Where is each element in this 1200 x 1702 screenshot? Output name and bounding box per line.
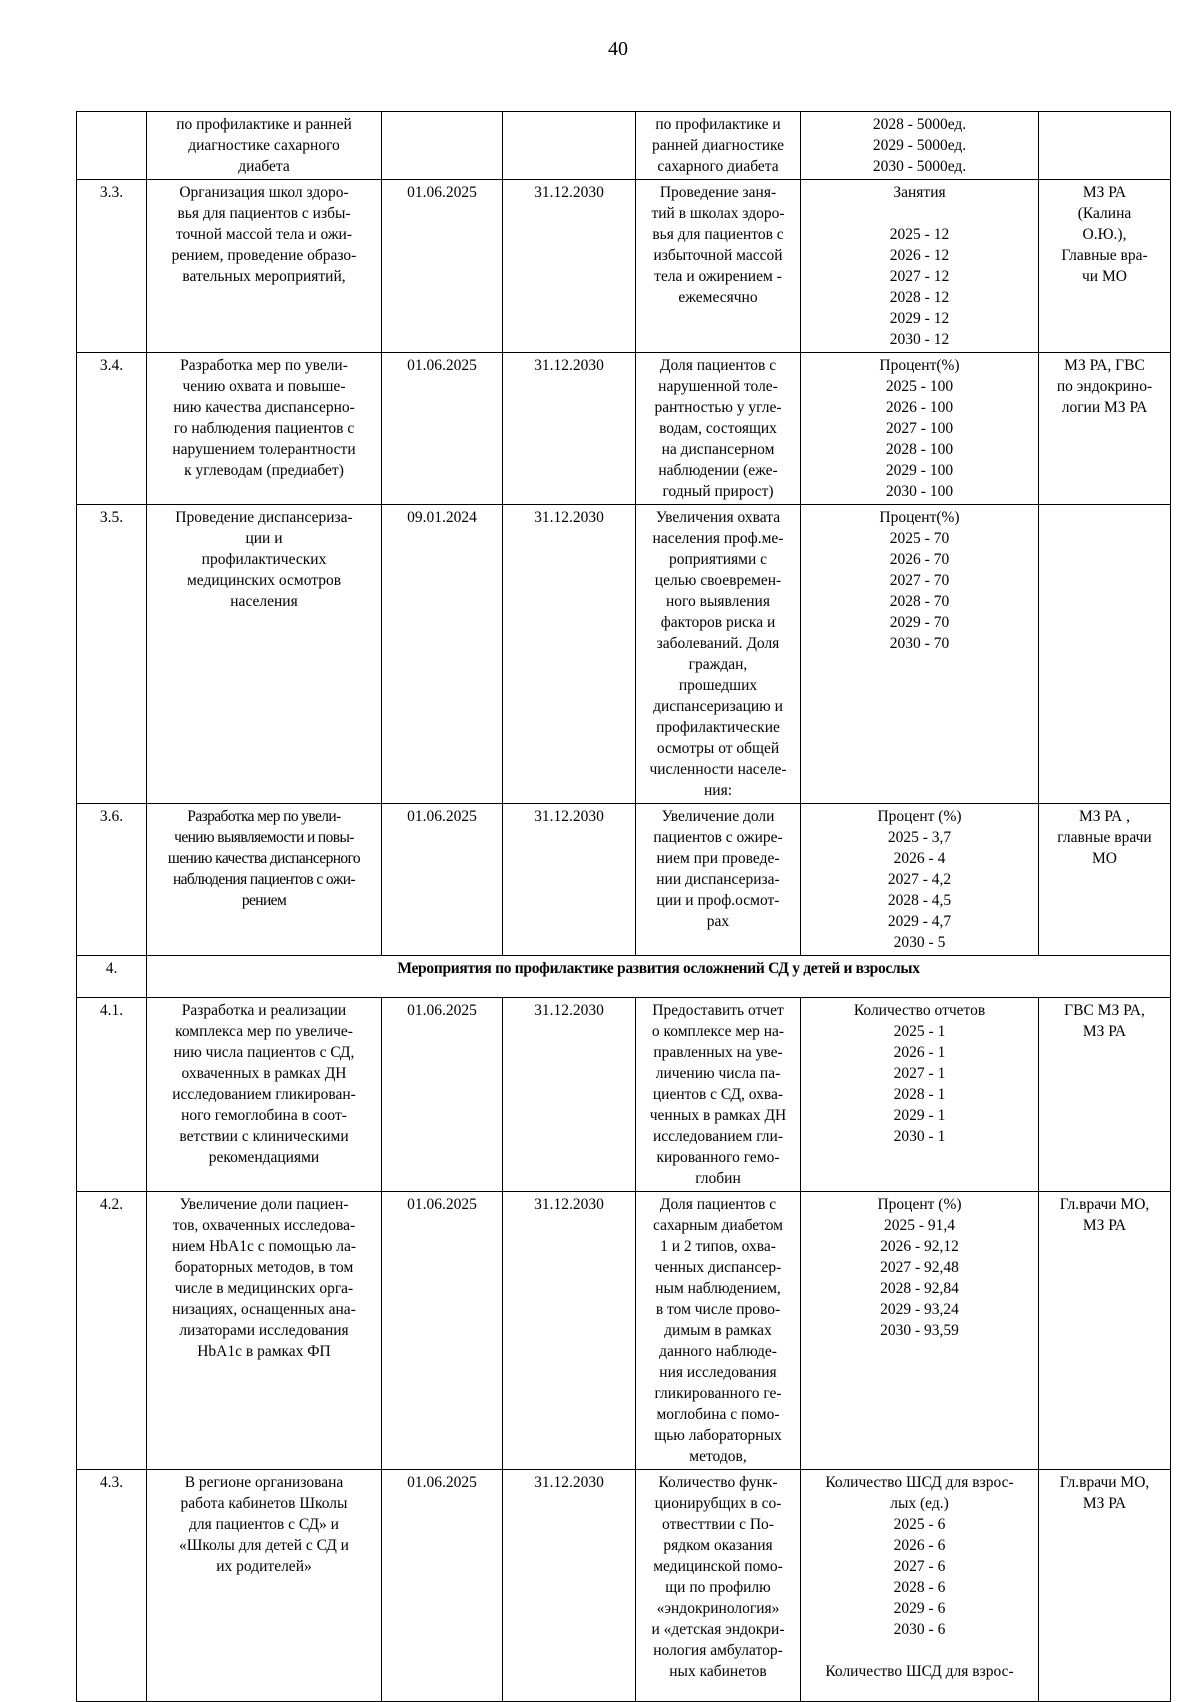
indicator: по профилактике и ранней диагностике сахарного диабета [636, 112, 801, 180]
responsible: МЗ РА (Калина О.Ю.), Главные вра- чи МО [1039, 180, 1171, 353]
target-values: Процент (%) 2025 - 3,7 2026 - 4 2027 - 4,2 2028 - 4,5 2029 - 4,7 2030 - 5 [801, 804, 1039, 956]
target-values: Занятия 2025 - 12 2026 - 12 2027 - 12 2028 - 12 2029 - 12 2030 - 12 [801, 180, 1039, 353]
responsible: МЗ РА, ГВС по эндокрино- логии МЗ РА [1039, 353, 1171, 505]
responsible: МЗ РА , главные врачи МО [1039, 804, 1171, 956]
section-title: Мероприятия по профилактике развития осложнений СД у детей и взрослых [147, 956, 1171, 998]
table-row-3-3 [77, 180, 1171, 353]
target-values: Процент(%) 2025 - 100 2026 - 100 2027 - 100 2028 - 100 2029 - 100 2030 - 100 [801, 353, 1039, 505]
start-date: 01.06.2025 [382, 1470, 503, 1702]
page-number: 40 [608, 38, 628, 60]
responsible: Гл.врачи МО, МЗ РА [1039, 1470, 1171, 1702]
table-row-4-3 [77, 1470, 1171, 1702]
measure-name: Организация школ здоро- вья для пациентов с избы- точной массой тела и ожи- рением, проведение образо- вательных мероприятий, [147, 180, 382, 353]
measure-name: Увеличение доли пациен- тов, охваченных исследова- нием HbA1c с помощью ла- бораторных методов, в том числе в медицинских орга- низациях, оснащенных ана- лизаторами исследования HbA1c в рамках ФП [147, 1192, 382, 1470]
start-date: 01.06.2025 [382, 804, 503, 956]
end-date: 31.12.2030 [503, 180, 636, 353]
responsible: ГВС МЗ РА, МЗ РА [1039, 998, 1171, 1192]
start-date: 01.06.2025 [382, 998, 503, 1192]
row-number: 4.1. [77, 998, 147, 1192]
measure-name: Проведение диспансериза- ции и профилактических медицинских осмотров населения [147, 505, 382, 804]
row-number: 3.5. [77, 505, 147, 804]
responsible: Гл.врачи МО, МЗ РА [1039, 1192, 1171, 1470]
measure-name: В регионе организована работа кабинетов Школы для пациентов с СД» и «Школы для детей с СД и их родителей» [147, 1470, 382, 1702]
target-values: 2028 - 5000ед. 2029 - 5000ед. 2030 - 5000ед. [801, 112, 1039, 180]
measure-name: Разработка и реализации комплекса мер по увеличе- нию числа пациентов с СД, охваченных в рамках ДН исследованием гликирован- ного гемоглобина в соот- ветствии с клиническими рекомендациями [147, 998, 382, 1192]
indicator: Увеличения охвата населения проф.ме- роприятиями с целью своевремен- ного выявления факторов риска и заболеваний. Доля граждан, прошедших диспансеризацию и профилактические осмотры от общей численности населе- ния: [636, 505, 801, 804]
row-number: 3.6. [77, 804, 147, 956]
responsible [1039, 505, 1171, 804]
start-date: 01.06.2025 [382, 180, 503, 353]
row-number: 3.3. [77, 180, 147, 353]
table-row-continuation [77, 112, 1171, 180]
end-date: 31.12.2030 [503, 1192, 636, 1470]
start-date: 01.06.2025 [382, 1192, 503, 1470]
end-date: 31.12.2030 [503, 505, 636, 804]
indicator: Предоставить отчет о комплексе мер на- правленных на уве- личению числа па- циентов с СД, охва- ченных в рамках ДН исследованием гли- кированного гемо- глобин [636, 998, 801, 1192]
start-date [382, 112, 503, 180]
table-row-3-6 [77, 804, 1171, 956]
end-date: 31.12.2030 [503, 353, 636, 505]
section-number: 4. [77, 956, 147, 998]
indicator: Доля пациентов с сахарным диабетом 1 и 2 типов, охва- ченных диспансер- ным наблюдением, в том числе прово- димым в рамках данного наблюде- ния исследования гликированного ге- моглобина с помо- щью лабораторных методов, [636, 1192, 801, 1470]
row-number: 3.4. [77, 353, 147, 505]
table-row-3-5 [77, 505, 1171, 804]
target-values: Количество отчетов 2025 - 1 2026 - 1 2027 - 1 2028 - 1 2029 - 1 2030 - 1 [801, 998, 1039, 1192]
measure-name: Разработка мер по увели- чению охвата и повыше- нию качества диспансерно- го наблюдения пациентов с нарушением толерантности к углеводам (предиабет) [147, 353, 382, 505]
end-date: 31.12.2030 [503, 998, 636, 1192]
section-row-4 [77, 956, 1171, 998]
target-values: Количество ШСД для взрос- лых (ед.) 2025 - 6 2026 - 6 2027 - 6 2028 - 6 2029 - 6 2030 - 6 Количество ШСД для взрос- [801, 1470, 1039, 1702]
indicator: Увеличение доли пациентов с ожире- нием при проведе- нии диспансериза- ции и проф.осмот- рах [636, 804, 801, 956]
table-row-4-1 [77, 998, 1171, 1192]
indicator: Количество функ- ционирубщих в со- отвесттвии с По- рядком оказания медицинской помо- щи по профилю «эндокринология» и «детская эндокри- нология амбулатор- ных кабинетов [636, 1470, 801, 1702]
end-date: 31.12.2030 [503, 1470, 636, 1702]
table-row-4-2 [77, 1192, 1171, 1470]
measure-name: Разработка мер по увели- чению выявляемости и повы- шению качества диспансерного наблюдения пациентов с ожи- рением [147, 804, 382, 956]
target-values: Процент (%) 2025 - 91,4 2026 - 92,12 2027 - 92,48 2028 - 92,84 2029 - 93,24 2030 - 93,59 [801, 1192, 1039, 1470]
target-values: Процент(%) 2025 - 70 2026 - 70 2027 - 70 2028 - 70 2029 - 70 2030 - 70 [801, 505, 1039, 804]
start-date: 09.01.2024 [382, 505, 503, 804]
measures-table [76, 111, 1171, 1702]
end-date: 31.12.2030 [503, 804, 636, 956]
indicator: Доля пациентов с нарушенной толе- рантностью у угле- водам, состоящих на диспансерном наблюдении (еже- годный прирост) [636, 353, 801, 505]
end-date [503, 112, 636, 180]
row-number: 4.3. [77, 1470, 147, 1702]
indicator: Проведение заня- тий в школах здоро- вья для пациентов с избыточной массой тела и ожирением - ежемесячно [636, 180, 801, 353]
responsible [1039, 112, 1171, 180]
row-number: 4.2. [77, 1192, 147, 1470]
measure-name: по профилактике и ранней диагностике сахарного диабета [147, 112, 382, 180]
row-number [77, 112, 147, 180]
table-row-3-4 [77, 353, 1171, 505]
start-date: 01.06.2025 [382, 353, 503, 505]
